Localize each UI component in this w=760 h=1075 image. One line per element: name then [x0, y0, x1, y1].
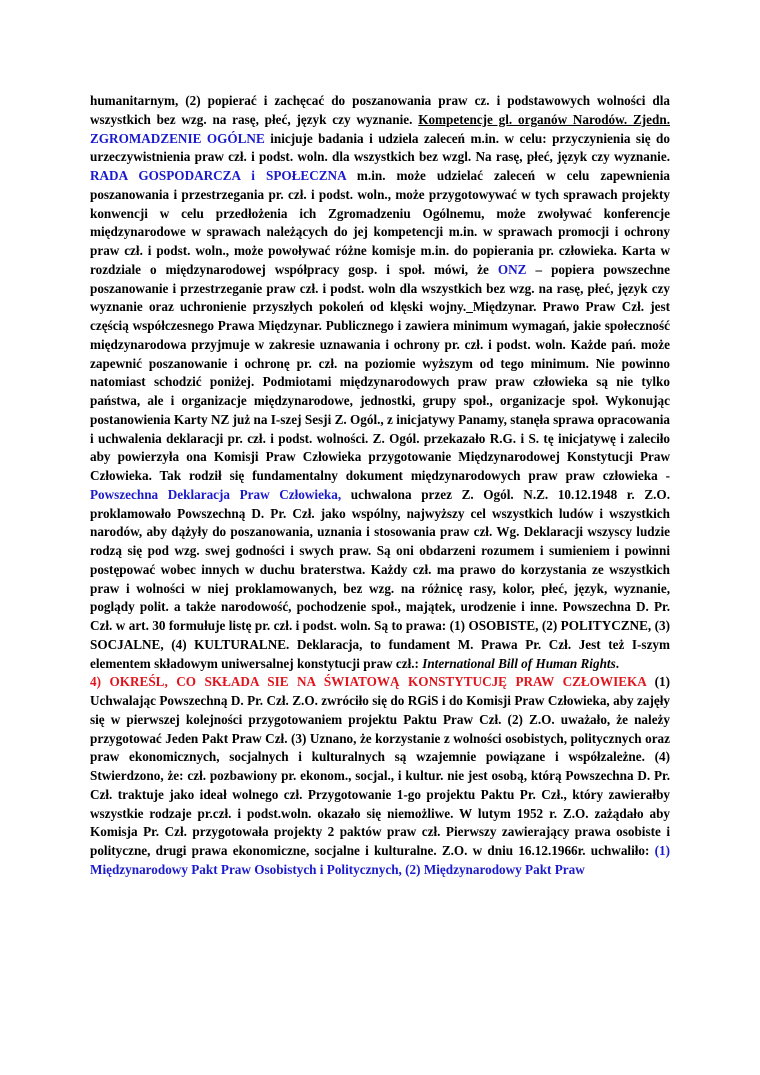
text-segment: uchwalona przez Z. Ogól. N.Z. 10.12.1948 r. Z.O. proklamowało Powszechną D. Pr. Czł. jako wspólny, najwyższy cel wszystkich ludów i wszystkich narodów, aby dążyły do poszanowania, uznania i stosowania praw czł. Wg. Deklaracji wszyscy ludzie rodzą się pod wzg. swej godności i swych praw. Są oni obdarzeni rozumem i sumieniem i powinni postępować wobec innych w duchu braterstwa. Każdy czł. ma prawo do korzystania ze wszystkich praw i wolności w niej proklamowanych, bez wzg. na różnicę rasy, kolor, płeć, język, wyznanie, poglądy polit. a także narodowość, pochodzenie społ., majątek, urodzenie i inne. Powszechna D. Pr. Czł. w art. 30 formułuje listę pr. czł. i podst. woln. Są to prawa: (1) OSOBISTE, (2) POLITYCZNE, (3) SOCJALNE, (4) KULTURALNE. Deklaracja, to fundament M. Prawa Pr. Czł. Jest też I-szym elementem składowym uniwersalnej konstytucji praw czł.: [90, 486, 670, 671]
term-universal-declaration: Powszechna Deklaracja Praw Człowieka, [90, 486, 342, 502]
document-page [90, 92, 670, 880]
underlined-heading: Kompetencje gl. organów Narodów. Zjedn. [418, 111, 671, 127]
paragraph-world-constitution [90, 673, 670, 879]
underscore-mark: _ [466, 299, 473, 315]
term-economic-social-council: RADA GOSPODARCZA i SPOŁECZNA [90, 168, 346, 183]
paragraph-competences [90, 92, 670, 673]
text-segment: humanitarnym, (2) popierać i zachęcać do poszanowania praw cz. i podstawowych wolności dla wszystkich bez wzg. na rasę, płeć, język czy wyznanie. [90, 93, 670, 127]
term-international-bill: International Bill of Human Rights [422, 655, 616, 671]
text-segment: . [615, 655, 619, 671]
text-segment: inicjuje badania i udziela zaleceń m.in. w celu: przyczynienia się do urzeczywistnienia praw czł. i podst. woln. dla wszystkich bez wzgl. Na rasę, płeć, język czy wyznanie. [90, 130, 670, 165]
text-segment: – popiera powszechne poszanowanie i przestrzeganie praw czł. i podst. woln dla wszystkich bez wzg. na rasę, płeć, język czy wyznanie oraz uchronienie przyszłych pokoleń od klęski wojny. [90, 261, 670, 315]
term-international-pacts: (1) Międzynarodowy Pakt Praw Osobistych i Politycznych, (2) Międzynarodowy Pakt Praw [90, 843, 670, 877]
text-segment: Międzynar. Prawo Praw Czł. jest częścią współczesnego Prawa Międzynar. Publicznego i zawiera minimum wymagań, jakie społeczność międzynarodowa przyjmuje w zakresie uznawania i ochrony pr. czł. i podst. woln. Każde pań. może zapewnić poszanowanie i ochronę pr. czł. na poziomie wyższym od tego minimum. Nie powinno natomiast schodzić poniżej. Podmiotami międzynarodowych praw praw człowieka są nie tylko państwa, ale i organizacje międzynarodowe, jednostki, grupy społ., organizacje społ. Wykonując postanowienia Karty NZ już na I-szej Sesji Z. Ogól., z inicjatywy Panamy, stanęła sprawa opracowania i uchwalenia deklaracji pr. czł. i podst. wolności. Z. Ogól. przekazało R.G. i S. tę inicjatywę i zaleciło aby powierzyła ona Komisji Praw Człowieka przygotowanie Międzynarodowej Konstytucji Praw Człowieka. Tak rodził się fundamentalny dokument międzynarodowych praw praw człowieka - [90, 299, 670, 483]
term-onz: ONZ [497, 261, 527, 277]
section-heading: 4) OKREŚL, CO SKŁADA SIE NA ŚWIATOWĄ KONSTYTUCJĘ PRAW CZŁOWIEKA [90, 674, 647, 690]
text-segment: (1) Uchwalając Powszechną D. Pr. Czł. Z.O. zwróciło się do RGiS i do Komisji Praw Człowieka, aby zajęły się w pierwszej kolejności przygotowaniem projektu Paktu Praw Czł. (2) Z.O. uważało, że należy przygotować Jeden Pakt Praw Czł. (3) Uznano, że korzystanie z wolności osobistych, politycznych oraz praw ekonomicznych, socjalnych i kulturalnych są wzajemnie powiązane i współzależne. (4) Stwierdzono, że: czł. pozbawiony pr. ekonom., socjal., i kultur. nie jest osobą, którą Powszechna D. Pr. Czł. traktuje jako ideał wolnego czł. Przygotowanie 1-go projektu Paktu Pr. Czł., który zawierałby wszystkie rodzaje pr.czł. i podst.woln. okazało się niemożliwe. W lutym 1952 r. Z.O. zażądało aby Komisja Pr. Czł. przygotowała projekty 2 paktów praw czł. Pierwszy zawierający prawa osobiste i polityczne, drugi prawa ekonomiczne, socjalne i kulturalne. Z.O. w dniu 16.12.1966r. uchwaliło: [90, 674, 670, 858]
term-general-assembly: ZGROMADZENIE OGÓLNE [90, 130, 265, 146]
text-segment: m.in. może udzielać zaleceń w celu zapewnienia poszanowania i przestrzegania pr. czł. i podst. woln., może przygotowywać w tych sprawach projekty konwencji w celu przedłożenia ich Zgromadzeniu Ogólnemu, może zwoływać konferencje międzynarodowe w sprawach należących do jej kompetencji m.in. w sprawach promocji i ochrony praw czł. i podst. woln., może powoływać różne komisje m.in. do popierania pr. człowieka. Karta w rozdziale o międzynarodowej współpracy gosp. i społ. mówi, że [90, 168, 670, 277]
